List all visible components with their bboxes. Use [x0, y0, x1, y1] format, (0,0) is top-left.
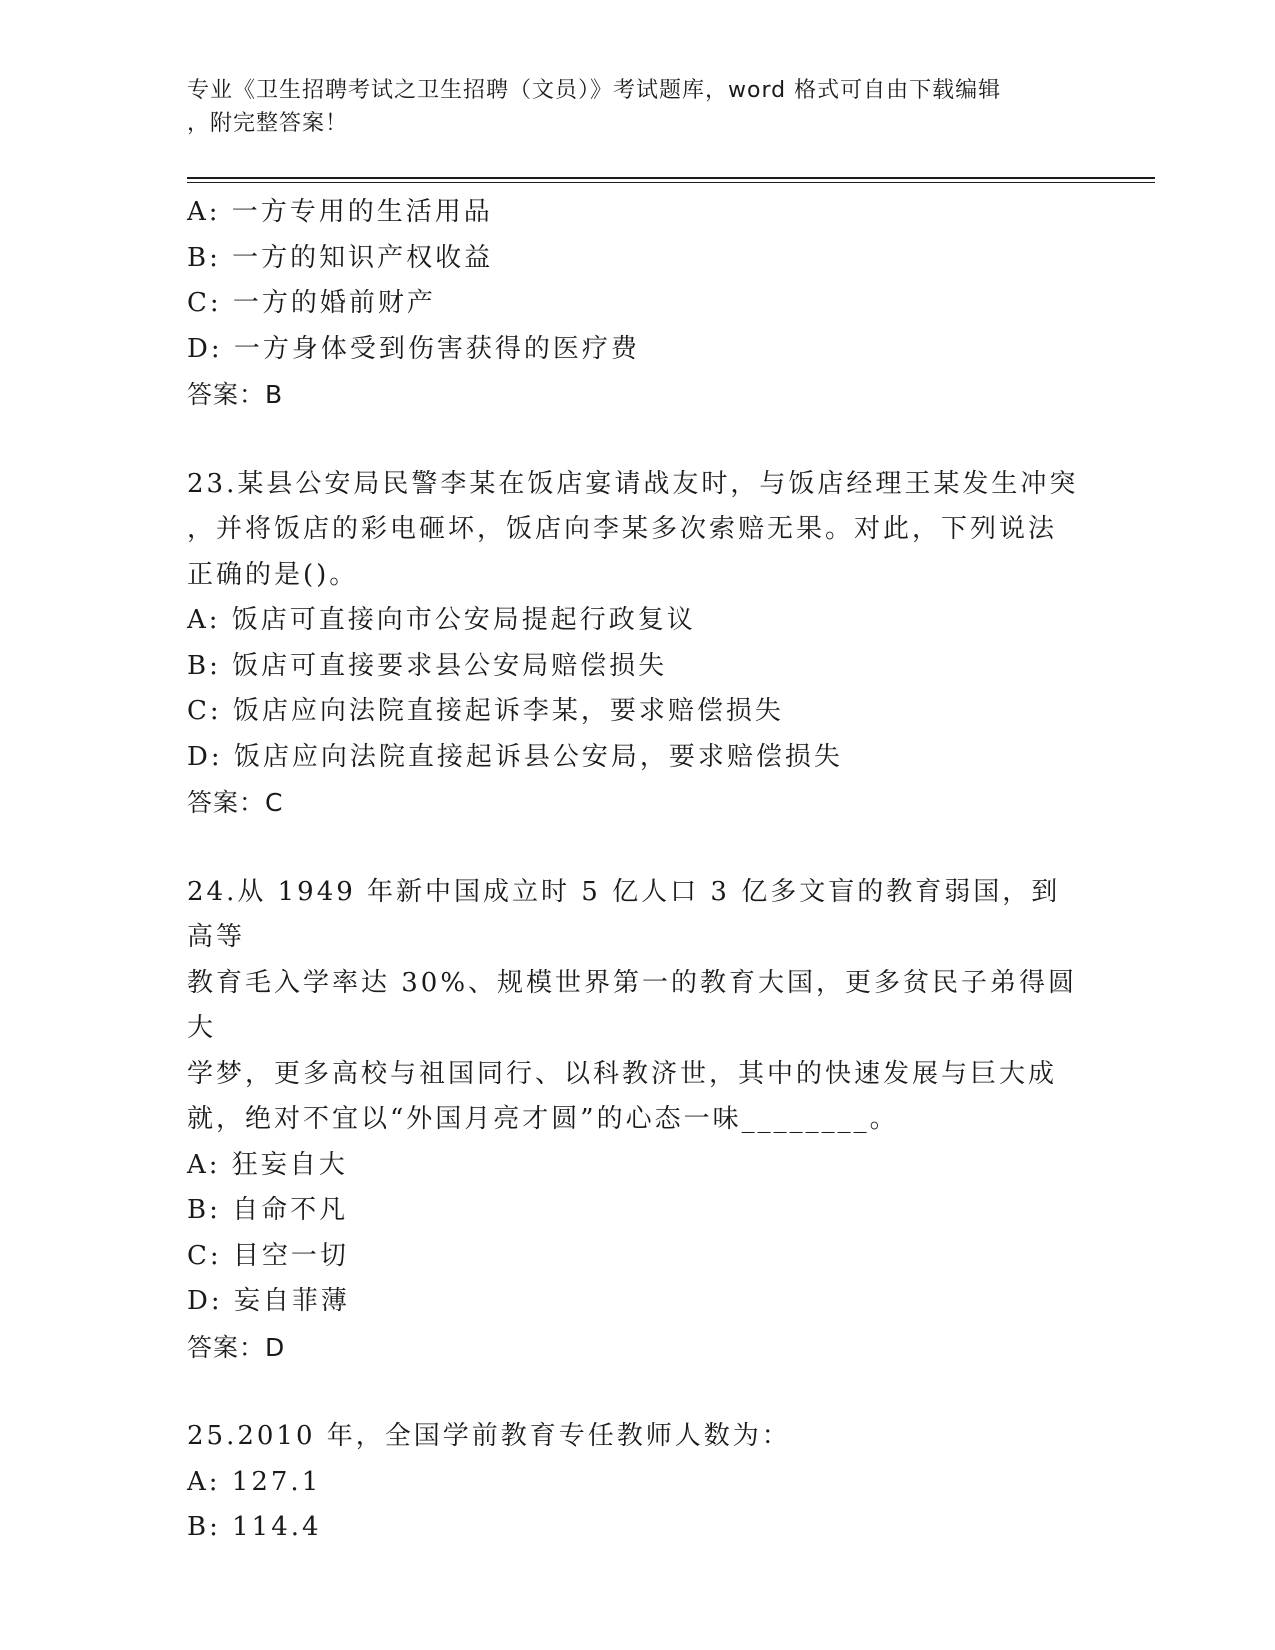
answer-line: 答案：B — [187, 380, 284, 409]
question-stem-line: 就，绝对不宜以“外国月亮才圆”的心态一味________。 — [187, 1104, 899, 1134]
question-stem-line: 25.2010 年，全国学前教育专任教师人数为： — [187, 1421, 791, 1451]
answer-line: 答案：C — [187, 788, 284, 817]
question-block — [187, 870, 1087, 1371]
question-list — [187, 190, 1087, 1551]
question-stem-line: 学梦，更多高校与祖国同行、以科教济世，其中的快速发展与巨大成 — [187, 1058, 1058, 1089]
option-d: D: 妄自菲薄 — [187, 1286, 350, 1316]
question-stem-line: 教育毛入学率达 30%、规模世界第一的教育大国，更多贫民子弟得圆大 — [187, 967, 1078, 1043]
option-b: B: 一方的知识产权收益 — [187, 242, 494, 273]
option-d: D: 饭店应向法院直接起诉县公安局，要求赔偿损失 — [187, 741, 843, 772]
option-b: B: 114.4 — [187, 1512, 322, 1542]
option-a: A: 127.1 — [187, 1466, 322, 1497]
option-d: D: 一方身体受到伤害获得的医疗费 — [187, 333, 640, 364]
question-stem-line: ，并将饭店的彩电砸坏，饭店向李某多次索赔无果。对此，下列说法 — [187, 514, 1058, 544]
header-line-1: 专业《卫生招聘考试之卫生招聘（文员）》考试题库，word 格式可自由下载编辑 — [187, 78, 1002, 103]
answer-line: 答案：D — [187, 1332, 286, 1362]
option-a: A: 狂妄自大 — [187, 1149, 348, 1180]
option-c: C: 一方的婚前财产 — [187, 288, 436, 318]
option-a: A: 一方专用的生活用品 — [187, 197, 493, 227]
question-block — [187, 1414, 1087, 1551]
question-stem-line: 24.从 1949 年新中国成立时 5 亿人口 3 亿多文盲的教育弱国，到高等 — [187, 876, 1061, 952]
question-stem-line: 23.某县公安局民警李某在饭店宴请战友时，与饭店经理王某发生冲突 — [187, 468, 1079, 499]
question-block — [187, 190, 1087, 418]
header-divider-thick — [187, 177, 1155, 179]
header-divider-thin — [187, 182, 1155, 183]
question-stem-line: 正确的是()。 — [187, 559, 359, 590]
header-line-2: ，附完整答案！ — [187, 111, 349, 136]
option-a: A: 饭店可直接向市公安局提起行政复议 — [187, 605, 696, 635]
option-b: B: 饭店可直接要求县公安局赔偿损失 — [187, 650, 668, 681]
document-header — [187, 74, 1067, 140]
option-b: B: 自命不凡 — [187, 1195, 349, 1225]
option-c: C: 饭店应向法院直接起诉李某，要求赔偿损失 — [187, 696, 784, 726]
question-block — [187, 462, 1087, 826]
option-c: C: 目空一切 — [187, 1240, 349, 1271]
